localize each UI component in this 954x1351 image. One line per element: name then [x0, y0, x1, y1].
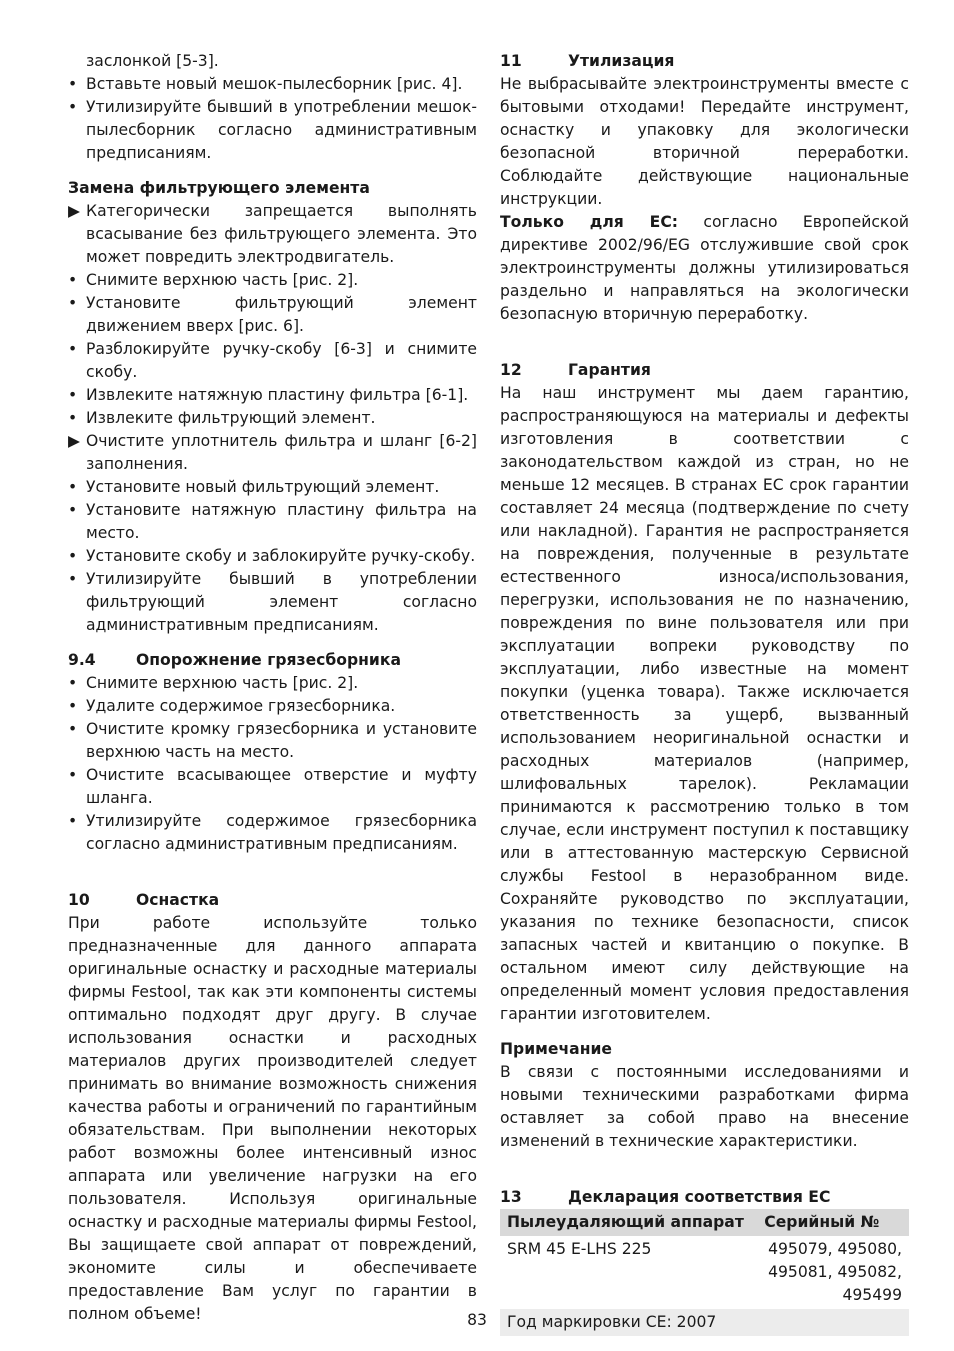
intro-list: [68, 50, 477, 165]
warning-arrow-icon: ▶: [68, 432, 80, 450]
eu-disposal-paragraph: [500, 211, 909, 326]
bullet-icon: •: [68, 75, 78, 93]
list-item-text: Очистите всасывающее отверстие и муфту шланга.: [86, 766, 477, 807]
serial-line: 495499: [842, 1286, 902, 1304]
note-heading: Примечание: [500, 1040, 612, 1058]
list-item: [68, 292, 477, 338]
section-title: Оснастка: [136, 891, 220, 909]
list-item: [68, 338, 477, 384]
list-item-text: Утилизируйте бывший в употреблении мешок-пылесборник согласно административным предписаниям.: [86, 98, 477, 162]
bullet-icon: •: [68, 674, 78, 692]
section-number: 13: [500, 1188, 522, 1206]
list-item-text: Очистите уплотнитель фильтра и шланг [6-2] заполнения.: [86, 432, 477, 473]
bullet-icon: •: [68, 547, 78, 565]
table-row: [500, 1236, 909, 1309]
list-item: [68, 695, 477, 718]
list-item-text: Разблокируйте ручку-скобу [6-3] и снимите скобу.: [86, 340, 477, 381]
section-title: Декларация соответствия ЕС: [568, 1188, 831, 1206]
list-item-text: заслонкой [5-3].: [86, 52, 219, 70]
column-header-device: Пылеудаляющий аппарат: [500, 1209, 757, 1236]
page-number: 83: [467, 1311, 487, 1329]
bullet-icon: •: [68, 812, 78, 830]
section-number: 10: [68, 891, 90, 909]
eu-text: согласно Европейской директиве 2002/96/EG отслужившие свой срок электроинструменты должны утилизироваться раздельно и направляться на экологически безопасную вторичную переработку.: [500, 213, 909, 323]
list-item-text: Извлеките фильтрующий элемент.: [86, 409, 376, 427]
column-header-serial: Серийный №: [757, 1209, 909, 1236]
disposal-paragraph: Не выбрасывайте электроинструменты вместе с бытовыми отходами! Передайте инструмент, оснастку и упаковку для экологически безопасной вторичной переработки. Соблюдайте действующие национальные инструкции.: [500, 75, 909, 208]
list-item: [68, 810, 477, 856]
left-column: [68, 50, 477, 1326]
note-paragraph: В связи с постоянными исследованиями и новыми техническими разработками фирма оставляет за собой право на внесение изменений в технические характеристики.: [500, 1063, 909, 1150]
serial-line: 495081, 495082,: [768, 1263, 902, 1281]
section-title: Опорожнение грязесборника: [136, 651, 401, 669]
list-item: [68, 269, 477, 292]
list-item: [68, 430, 477, 476]
bullet-icon: •: [68, 386, 78, 404]
list-item: [68, 407, 477, 430]
list-item-text: Установите новый фильтрующий элемент.: [86, 478, 440, 496]
bullet-icon: •: [68, 340, 78, 358]
section-number: 12: [500, 361, 522, 379]
product-cell: SRM 45 E-LHS 225: [507, 1240, 652, 1258]
bullet-icon: •: [68, 766, 78, 784]
list-item: [68, 545, 477, 568]
bullet-icon: •: [68, 271, 78, 289]
section-10-heading: [68, 889, 477, 912]
bullet-icon: •: [68, 720, 78, 738]
serial-line: 495079, 495080,: [768, 1240, 902, 1258]
list-item: [68, 764, 477, 810]
list-item: [68, 73, 477, 96]
section-13-heading: [500, 1186, 909, 1209]
list-item: [68, 568, 477, 637]
section-number: 11: [500, 52, 522, 70]
section-number: 9.4: [68, 651, 96, 669]
list-item-text: Извлеките натяжную пластину фильтра [6-1].: [86, 386, 469, 404]
list-item: [68, 200, 477, 269]
accessories-paragraph: При работе используйте только предназначенные для данного аппарата оригинальные оснастку и расходные материалы фирмы Festool, так как эти компоненты системы оптимально подходят друг другу. В случае использования оснастки и расходных материалов других производителей следует принимать во внимание возможность снижения качества работы и ограничений по гарантийным обязательствам. При выполнении некоторых работ возможны более интенсивный износ аппарата или увеличение нагрузки на его пользователя. Используя оригинальные оснастку и расходные материалы фирмы Festool, Вы защищаете свой аппарат от повреждений, экономите силы и обеспечиваете предоставление Вам услуг по гарантии в полном объеме!: [68, 914, 477, 1323]
empty-container-steps-list: [68, 672, 477, 856]
bullet-icon: •: [68, 478, 78, 496]
list-item: [68, 384, 477, 407]
filter-heading: Замена фильтрующего элемента: [68, 179, 370, 197]
list-item: [68, 476, 477, 499]
list-item-text: Установите скобу и заблокируйте ручку-скобу.: [86, 547, 476, 565]
list-item-text: Утилизируйте бывший в употреблении фильтрующий элемент согласно административным предписаниям.: [86, 570, 477, 634]
ce-year-cell: Год маркировки CE: 2007: [500, 1309, 909, 1336]
filter-steps-list: [68, 200, 477, 637]
bullet-icon: •: [68, 501, 78, 519]
bullet-icon: •: [68, 570, 78, 588]
right-column: [500, 50, 909, 1336]
list-item-text: Категорически запрещается выполнять всасывание без фильтрующего элемента. Это может повредить электродвигатель.: [86, 202, 477, 266]
list-item-text: Утилизируйте содержимое грязесборника согласно административным предписаниям.: [86, 812, 477, 853]
bullet-icon: •: [68, 697, 78, 715]
bullet-icon: •: [68, 294, 78, 312]
list-item-text: Установите натяжную пластину фильтра на место.: [86, 501, 477, 542]
list-item-text: Очистите кромку грязесборника и установите верхнюю часть на место.: [86, 720, 477, 761]
list-item: [68, 499, 477, 545]
list-item-text: Удалите содержимое грязесборника.: [86, 697, 396, 715]
list-item-text: Установите фильтрующий элемент движением вверх [рис. 6].: [86, 294, 477, 335]
table-header-row: [500, 1209, 909, 1236]
section-title: Гарантия: [568, 361, 651, 379]
section-9-4-heading: [68, 649, 477, 672]
section-title: Утилизация: [568, 52, 675, 70]
list-item: [68, 672, 477, 695]
serial-cell: [757, 1236, 909, 1309]
list-item-text: Снимите верхнюю часть [рис. 2].: [86, 271, 359, 289]
list-item: [68, 50, 477, 73]
list-item-text: Снимите верхнюю часть [рис. 2].: [86, 674, 359, 692]
warning-arrow-icon: ▶: [68, 202, 80, 220]
list-item-text: Вставьте новый мешок-пылесборник [рис. 4].: [86, 75, 463, 93]
list-item: [68, 96, 477, 165]
bullet-icon: •: [68, 409, 78, 427]
section-12-heading: [500, 359, 909, 382]
list-item: [68, 718, 477, 764]
section-11-heading: [500, 50, 909, 73]
eu-label: Только для ЕС:: [500, 213, 679, 231]
bullet-icon: •: [68, 98, 78, 116]
warranty-paragraph: На наш инструмент мы даем гарантию, распространяющуюся на материалы и дефекты изготовления в соответствии с законодательством каждой из стран, но не меньше 12 месяцев. В странах ЕС срок гарантии составляет 24 месяца (подтверждение по счету или накладной). Гарантия не распространяется на повреждения, полученные в результате естественного износа/использования, перегрузки, использования не по назначению, повреждения по вине пользователя или при эксплуатации вопреки руководству по эксплуатации, либо известные на момент покупки (уценка товара). Также исключается ответственность за ущерб, вызванный использованием неоригинальной оснастки и расходных материалов (например, шлифовальных тарелок). Рекламации принимаются к рассмотрению только в том случае, если инструмент поступил к поставщику или в аттестованную мастерскую Сервисной службы Festool в неразобранном виде. Сохраняйте руководство по эксплуатации, указания по технике безопасности, список запасных частей и квитанцию о покупке. В остальном имеют силу действующие на определенный момент условия предоставления гарантии изготовителем.: [500, 384, 909, 1023]
